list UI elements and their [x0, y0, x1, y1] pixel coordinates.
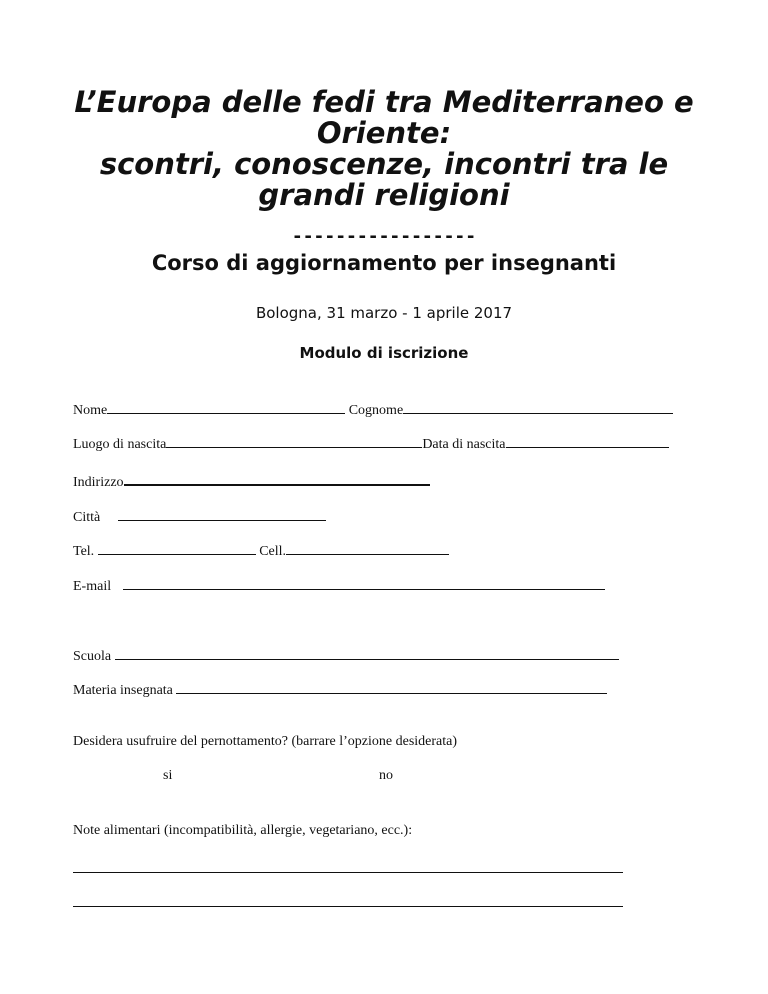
tel-field[interactable]	[98, 540, 256, 555]
scuola-label: Scuola	[73, 649, 112, 664]
title-line-2: Oriente:	[316, 116, 452, 150]
scuola-field[interactable]	[115, 645, 619, 660]
overnight-question: Desidera usufruire del pernottamento? (barrare l’opzione desiderata)	[73, 734, 458, 749]
materia-field[interactable]	[176, 679, 607, 694]
materia-label: Materia insegnata	[73, 683, 173, 698]
luogo-field[interactable]	[166, 433, 422, 448]
email-label: E-mail	[73, 579, 112, 594]
title-line-4: grandi religioni	[258, 178, 510, 212]
indirizzo-field[interactable]	[124, 470, 430, 486]
nome-label: Nome	[73, 403, 108, 418]
address-row	[73, 470, 430, 491]
dietary-notes-label: Note alimentari (incompatibilità, allergie, vegetariano, ecc.):	[73, 823, 413, 838]
title-line-1: L’Europa delle fedi tra Mediterraneo e	[74, 85, 694, 119]
citta-label: Città	[73, 510, 101, 525]
option-si[interactable]: si	[163, 768, 173, 783]
course-subtitle: Corso di aggiornamento per insegnanti	[151, 251, 617, 275]
school-row	[73, 645, 619, 665]
title-line-3: scontri, conoscenze, incontri tra le	[99, 147, 669, 181]
cell-label: Cell.	[259, 544, 287, 559]
dietary-line-1-row	[73, 858, 623, 878]
city-row	[73, 506, 326, 526]
title-separator: -----------------	[291, 226, 477, 247]
name-row	[73, 399, 673, 419]
data-nascita-field[interactable]	[506, 433, 669, 448]
citta-field[interactable]	[118, 506, 326, 521]
dietary-notes-line-2[interactable]	[73, 892, 623, 907]
birth-row	[73, 433, 669, 453]
subject-row	[73, 679, 607, 699]
luogo-label: Luogo di nascita	[73, 437, 167, 452]
cognome-label: Cognome	[348, 403, 404, 418]
form-title: Modulo di iscrizione	[299, 344, 469, 362]
place-date: Bologna, 31 marzo - 1 aprile 2017	[255, 304, 513, 322]
phone-row	[73, 540, 449, 560]
email-field[interactable]	[123, 575, 605, 590]
email-row	[73, 575, 605, 595]
dietary-line-2-row	[73, 892, 623, 912]
nome-field[interactable]	[107, 399, 345, 414]
cognome-field[interactable]	[403, 399, 673, 414]
document-title	[0, 87, 768, 211]
dietary-notes-line-1[interactable]	[73, 858, 623, 873]
indirizzo-label: Indirizzo	[73, 475, 124, 490]
tel-label: Tel.	[73, 544, 95, 559]
data-nascita-label: Data di nascita	[422, 437, 506, 452]
option-no[interactable]: no	[379, 768, 393, 783]
cell-field[interactable]	[286, 540, 449, 555]
